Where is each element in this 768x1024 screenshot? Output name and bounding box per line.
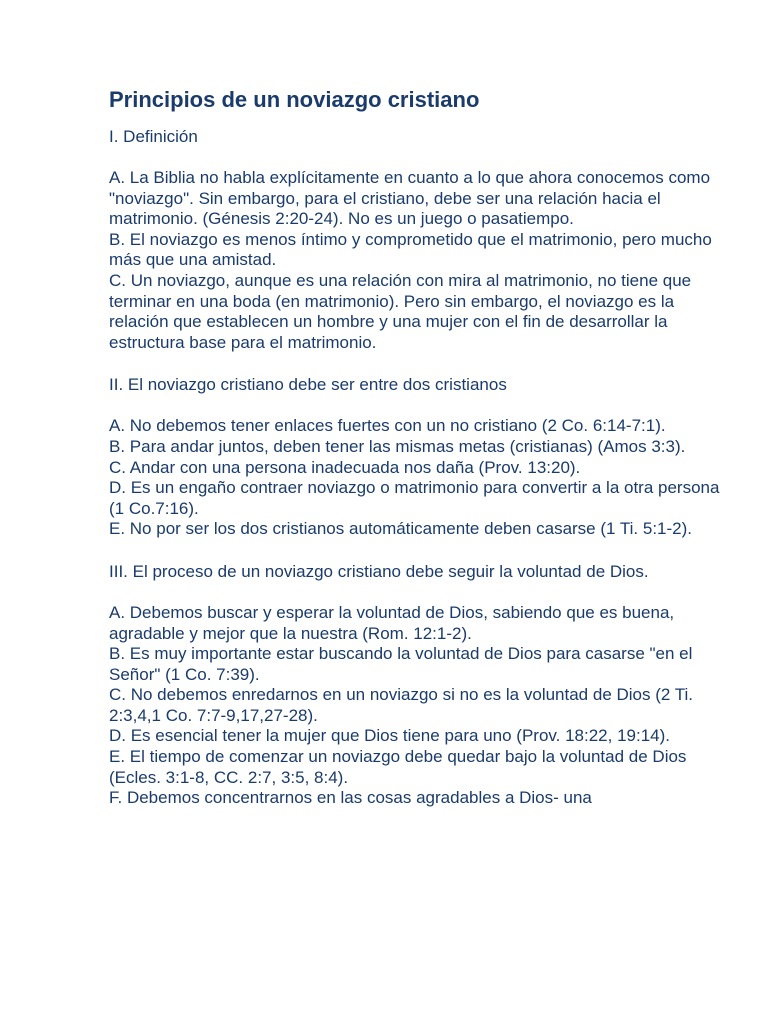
section-heading-definicion: I. Definición	[109, 127, 198, 146]
page-title: Principios de un noviazgo cristiano	[109, 87, 480, 112]
paragraph: D. Es esencial tener la mujer que Dios tiene para uno (Prov. 18:22, 19:14).	[109, 726, 670, 746]
paragraph: E. No por ser los dos cristianos automáticamente deben casarse (1 Ti. 5:1-2).	[109, 519, 692, 539]
paragraph: E. El tiempo de comenzar un noviazgo debe quedar bajo la voluntad de Dios (Ecles. 3:1-8, CC. 2:7, 3:5, 8:4).	[109, 747, 687, 787]
paragraph: B. El noviazgo es menos íntimo y comprometido que el matrimonio, pero mucho más que una amistad.	[109, 229, 712, 270]
paragraph: A. No debemos tener enlaces fuertes con un no cristiano (2 Co. 6:14-7:1).	[109, 416, 666, 436]
paragraph: F. Debemos concentrarnos en las cosas agradables a Dios- una	[109, 788, 592, 808]
section-body-entre-cristianos	[109, 416, 728, 540]
paragraph: C. Andar con una persona inadecuada nos daña (Prov. 13:20).	[109, 457, 581, 477]
paragraph: A. Debemos buscar y esperar la voluntad de Dios, sabiendo que es buena, agradable y mejor que la nuestra (Rom. 12:1-2).	[109, 602, 675, 643]
section-heading-entre-cristianos: II. El noviazgo cristiano debe ser entre dos cristianos	[109, 375, 507, 395]
paragraph: C. No debemos enredarnos en un noviazgo si no es la voluntad de Dios (2 Ti. 2:3,4,1 Co. 7:7-9,17,27-28).	[109, 685, 694, 725]
section-body-voluntad-de-dios	[109, 603, 728, 809]
paragraph: C. Un noviazgo, aunque es una relación con mira al matrimonio, no tiene que terminar en una boda (en matrimonio). Pero sin embargo, el noviazgo es la relación que establecen un hombre y una mujer con el fin de desarrollar la estructura base para el matrimonio.	[109, 270, 692, 352]
section-heading-voluntad-de-dios: III. El proceso de un noviazgo cristiano debe seguir la voluntad de Dios.	[109, 561, 649, 581]
paragraph: B. Para andar juntos, deben tener las mismas metas (cristianas) (Amos 3:3).	[109, 436, 686, 456]
section-body-definicion	[109, 168, 728, 353]
paragraph: B. Es muy importante estar buscando la voluntad de Dios para casarse "en el Señor" (1 Co. 7:39).	[109, 644, 693, 684]
paragraph: A. La Biblia no habla explícitamente en cuanto a lo que ahora conocemos como "noviazgo". Sin embargo, para el cristiano, debe ser una relación hacia el matrimonio. (Génesis 2:20-24). No es un juego o pasatiempo.	[109, 168, 711, 229]
paragraph: D. Es un engaño contraer noviazgo o matrimonio para convertir a la otra persona (1 Co.7:16).	[109, 478, 720, 518]
